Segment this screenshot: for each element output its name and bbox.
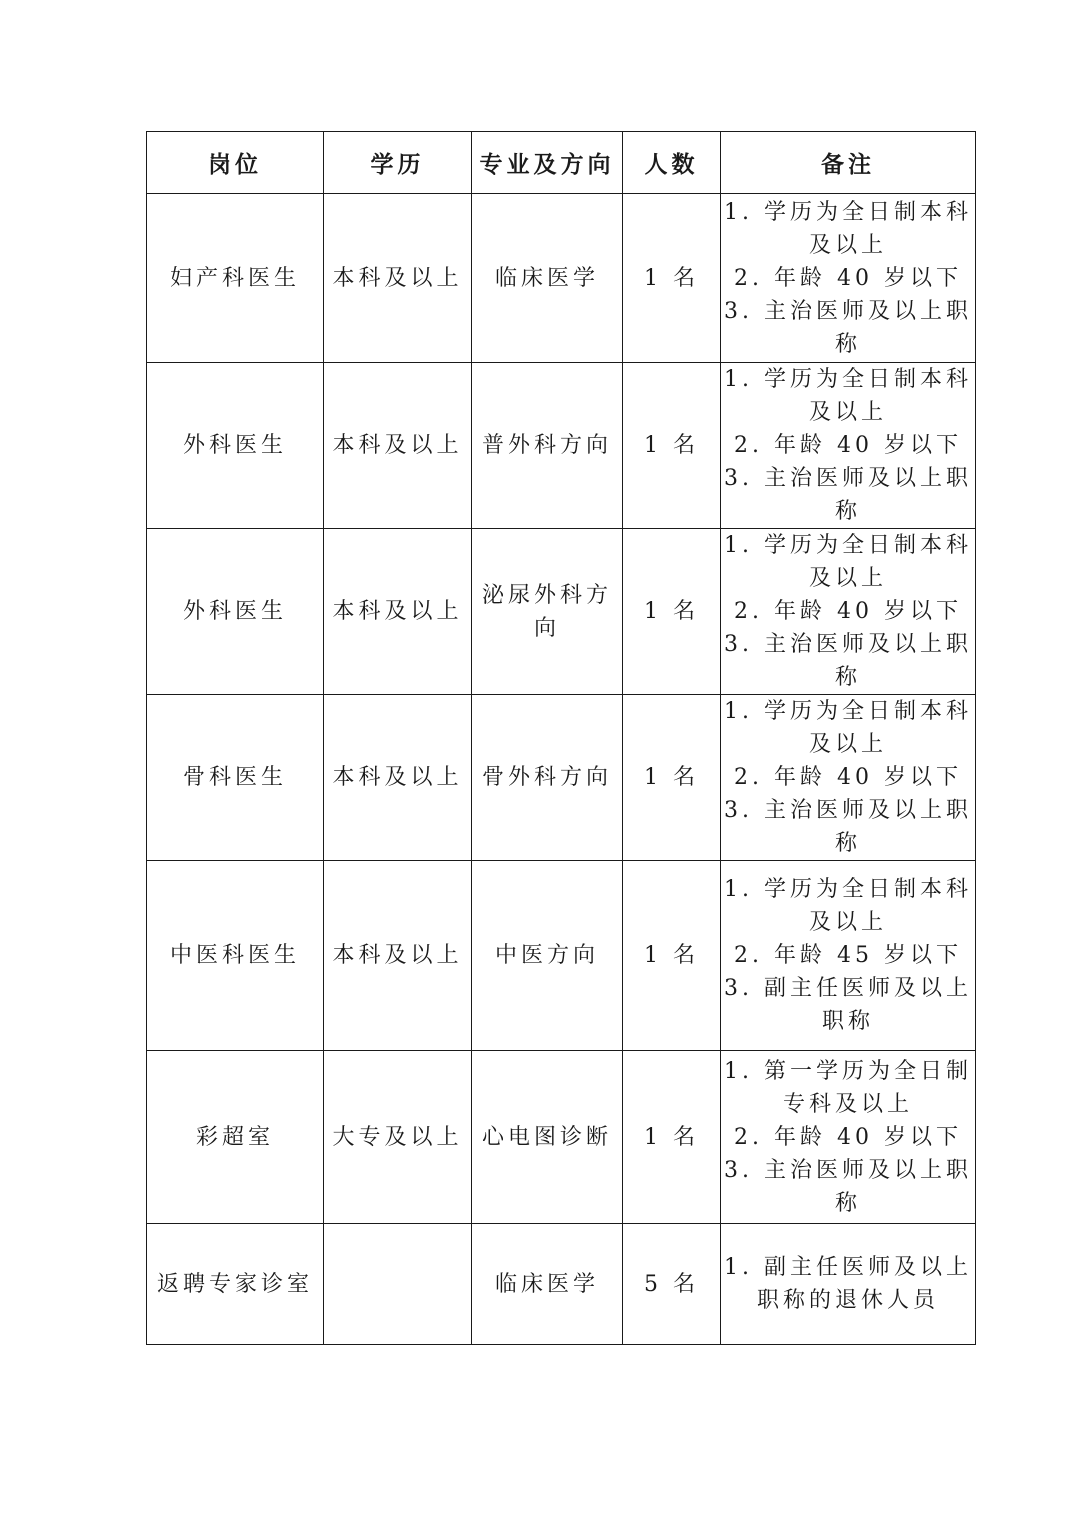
- note-line: 2. 年龄 40 岁以下: [734, 265, 962, 291]
- note-line: 1. 学历为全日制本科及以上: [724, 699, 972, 757]
- cell-major: 中医方向: [472, 861, 623, 1051]
- note-line: 3. 主治医师及以上职称: [724, 466, 972, 524]
- note-line: 2. 年龄 45 岁以下: [734, 943, 962, 968]
- cell-major: 心电图诊断: [472, 1051, 623, 1224]
- cell-post: 骨科医生: [147, 695, 324, 861]
- table-row: [147, 1051, 976, 1224]
- note-line: 1. 学历为全日制本科及以上: [724, 199, 972, 258]
- cell-count: 1 名: [623, 695, 721, 861]
- cell-post: 彩超室: [147, 1051, 324, 1224]
- cell-post: 妇产科医生: [147, 194, 324, 363]
- cell-education: 本科及以上: [324, 529, 472, 695]
- table-row: [147, 861, 976, 1051]
- cell-notes: [721, 861, 976, 1051]
- header-education: 学历: [324, 132, 472, 194]
- note-line: 1. 学历为全日制本科及以上: [724, 367, 972, 425]
- cell-major: 临床医学: [472, 194, 623, 363]
- cell-post: 返聘专家诊室: [147, 1224, 324, 1345]
- header-post: 岗位: [147, 132, 324, 194]
- cell-education: 本科及以上: [324, 363, 472, 529]
- cell-count: 1 名: [623, 1051, 721, 1224]
- cell-post: 外科医生: [147, 363, 324, 529]
- cell-count: 1 名: [623, 861, 721, 1051]
- table-row: [147, 194, 976, 363]
- cell-major: 骨外科方向: [472, 695, 623, 861]
- table-row: [147, 695, 976, 861]
- table-row: [147, 363, 976, 529]
- table-row: [147, 1224, 976, 1345]
- cell-notes: [721, 695, 976, 861]
- cell-education: 本科及以上: [324, 194, 472, 363]
- cell-post: 外科医生: [147, 529, 324, 695]
- note-line: 1. 学历为全日制本科及以上: [724, 877, 972, 935]
- cell-notes: [721, 363, 976, 529]
- cell-education: [324, 1224, 472, 1345]
- header-count: 人数: [623, 132, 721, 194]
- cell-education: 本科及以上: [324, 695, 472, 861]
- note-line: 3. 主治医师及以上职称: [724, 1157, 972, 1216]
- header-major: 专业及方向: [472, 132, 623, 194]
- cell-education: 本科及以上: [324, 861, 472, 1051]
- note-line: 2. 年龄 40 岁以下: [734, 599, 962, 624]
- cell-post: 中医科医生: [147, 861, 324, 1051]
- cell-major: 普外科方向: [472, 363, 623, 529]
- note-line: 1. 学历为全日制本科及以上: [724, 533, 972, 591]
- cell-major: 泌尿外科方向: [472, 529, 623, 695]
- cell-major: 临床医学: [472, 1224, 623, 1345]
- cell-count: 5 名: [623, 1224, 721, 1345]
- cell-count: 1 名: [623, 529, 721, 695]
- note-line: 2. 年龄 40 岁以下: [734, 765, 962, 790]
- recruitment-table: [146, 131, 976, 1345]
- table-header-row: [147, 132, 976, 194]
- cell-count: 1 名: [623, 194, 721, 363]
- cell-count: 1 名: [623, 363, 721, 529]
- note-line: 2. 年龄 40 岁以下: [734, 433, 962, 458]
- note-line: 1. 副主任医师及以上职称的退休人员: [724, 1255, 972, 1313]
- header-notes: 备注: [721, 132, 976, 194]
- note-line: 3. 主治医师及以上职称: [724, 632, 972, 690]
- note-line: 3. 主治医师及以上职称: [724, 798, 972, 856]
- cell-notes: [721, 529, 976, 695]
- note-line: 3. 主治医师及以上职称: [724, 298, 972, 357]
- cell-notes: [721, 194, 976, 363]
- note-line: 2. 年龄 40 岁以下: [734, 1124, 962, 1150]
- note-line: 1. 第一学历为全日制专科及以上: [724, 1058, 972, 1117]
- cell-education: 大专及以上: [324, 1051, 472, 1224]
- note-line: 3. 副主任医师及以上职称: [724, 976, 972, 1034]
- cell-notes: [721, 1224, 976, 1345]
- cell-notes: [721, 1051, 976, 1224]
- table-row: [147, 529, 976, 695]
